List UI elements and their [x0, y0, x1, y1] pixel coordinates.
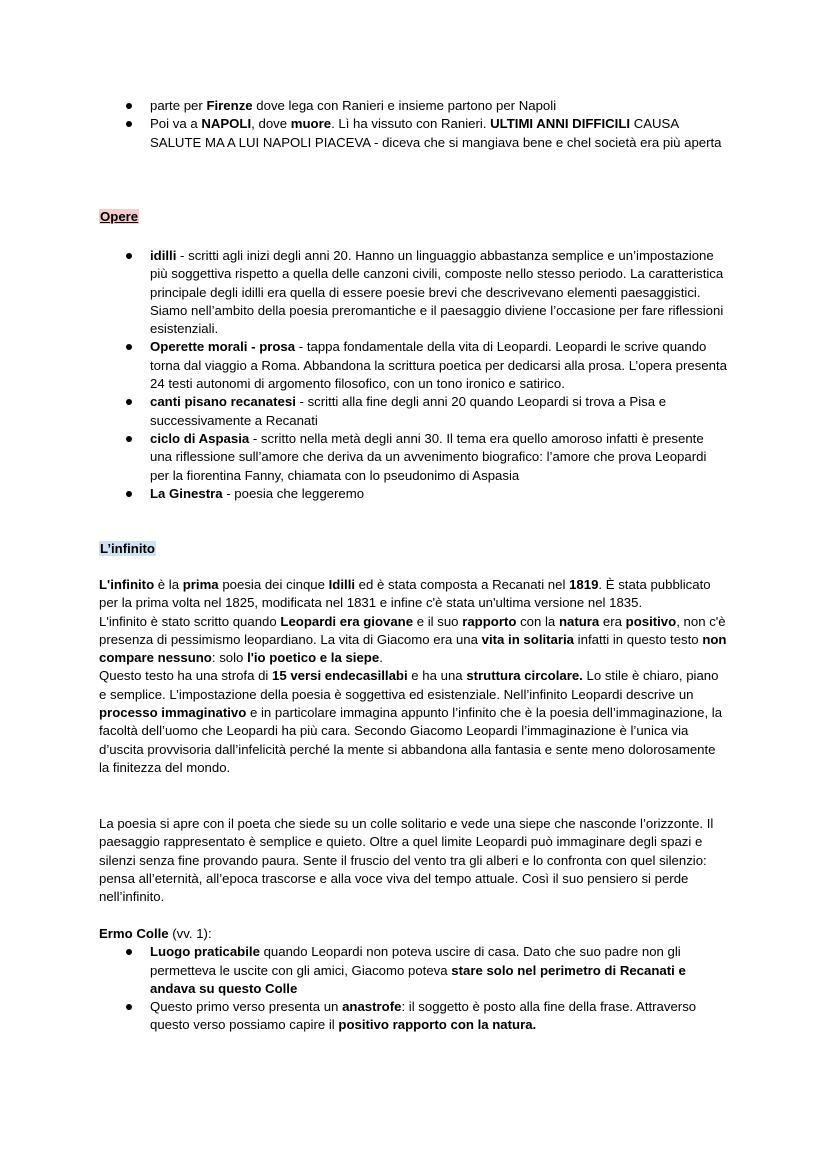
list-item: Questo primo verso presenta un anastrofe: il soggetto è posto alla fine della frase. Attraverso questo verso possiamo capire il positivo rapporto con la natura.: [99, 998, 729, 1035]
opere-heading: Opere: [100, 209, 139, 224]
infinito-heading-block: [99, 540, 729, 558]
infinito-paragraph-1: L'infinito è la prima poesia dei cinque Idilli ed è stata composta a Recanati nel 1819. È stata pubblicato per la prima volta nel 1825, modificata nel 1831 e infine c'è stata un'ultima versione nel 1835.: [99, 577, 711, 611]
infinito-paragraph-3: Questo testo ha una strofa di 15 versi endecasillabi e ha una struttura circolare. Lo stile è chiaro, piano e semplice. L’impostazione della poesia è soggettiva ed esistenziale. Nell’infinito Leopardi descrive un processo immaginativo e in particolare immagina appunto l’infinito che è la poesia dell’immaginazione, la facoltà dell’uomo che Leopardi ha più cara. Secondo Giacomo Leopardi l’immaginazione è l’unica via d’uscita provvisoria dall’infelicità perché la mente si abbandona alla fantasia e sente meno dolorosamente la finitezza del mondo.: [99, 668, 723, 775]
list-item: ciclo di Aspasia - scritto nella metà degli anni 30. Il tema era quello amoroso infatti è presente una riflessione sull’amore che deriva da un avvenimento biografico: l’amore che prova Leopardi per la fiorentina Fanny, chiamata con lo pseudonimo di Aspasia: [99, 430, 729, 485]
opere-heading-block: [99, 208, 729, 226]
list-item: Luogo praticabile quando Leopardi non poteva uscire di casa. Dato che suo padre non gli permetteva le uscite con gli amici, Giacomo poteva stare solo nel perimetro di Recanati e andava su questo Colle: [99, 943, 729, 998]
list-item: parte per Firenze dove lega con Ranieri e insieme partono per Napoli: [99, 97, 729, 115]
infinito-body: [99, 576, 729, 777]
intro-list-block: [99, 97, 729, 152]
infinito-heading: L’infinito: [100, 541, 155, 556]
intro-list: [99, 97, 729, 152]
infinito-paragraph-4: La poesia si apre con il poeta che siede su un colle solitario e vede una siepe che nasconde l’orizzonte. Il paesaggio rappresentato è semplice e quieto. Oltre a quel limite Leopardi può immaginare degli spazi e silenzi senza fine provando paura. Sente il fruscio del vento tra gli alberi e lo confronta con quel silenzio: pensa all’eternità, all’epoca trascorse e alla voce viva del tempo attuale. Così il suo pensiero si perde nell’infinito.: [99, 816, 714, 905]
list-item: Operette morali - prosa - tappa fondamentale della vita di Leopardi. Leopardi le scrive quando torna dal viaggio a Roma. Abbandona la scrittura poetica per dedicarsi alla prosa. L’opera presenta 24 testi autonomi di argomento filosofico, con un tono ironico e satirico.: [99, 338, 729, 393]
infinito-paragraph-4-block: [99, 815, 729, 906]
list-item: canti pisano recanatesi - scritti alla fine degli anni 20 quando Leopardi si trova a Pisa e successivamente a Recanati: [99, 393, 729, 430]
list-item: idilli - scritti agli inizi degli anni 20. Hanno un linguaggio abbastanza semplice e un’impostazione più soggettiva rispetto a quella delle canzoni civili, composte nello stesso periodo. La caratteristica principale degli idilli era quella di essere poesie brevi che descrivevano elementi paesaggistici. Siamo nell’ambito della poesia preromantiche e il paesaggio diviene l’occasione per fare riflessioni esistenziali.: [99, 247, 729, 338]
ermo-colle-list: [99, 943, 729, 1034]
opere-list-block: [99, 247, 729, 503]
list-item: Poi va a NAPOLI, dove muore. Lì ha vissuto con Ranieri. ULTIMI ANNI DIFFICILI CAUSA SALUTE MA A LUI NAPOLI PIACEVA - diceva che si mangiava bene e chel società era più aperta: [99, 115, 729, 152]
ermo-colle-block: [99, 925, 729, 1035]
opere-list: [99, 247, 729, 503]
infinito-paragraph-2: L'infinito è stato scritto quando Leopardi era giovane e il suo rapporto con la natura era positivo, non c'è presenza di pessimismo leopardiano. La vita di Giacomo era una vita in solitaria infatti in questo testo non compare nessuno: solo l'io poetico e la siepe.: [99, 613, 727, 666]
ermo-colle-title: Ermo Colle (vv. 1):: [99, 926, 212, 941]
list-item: La Ginestra - poesia che leggeremo: [99, 485, 729, 503]
